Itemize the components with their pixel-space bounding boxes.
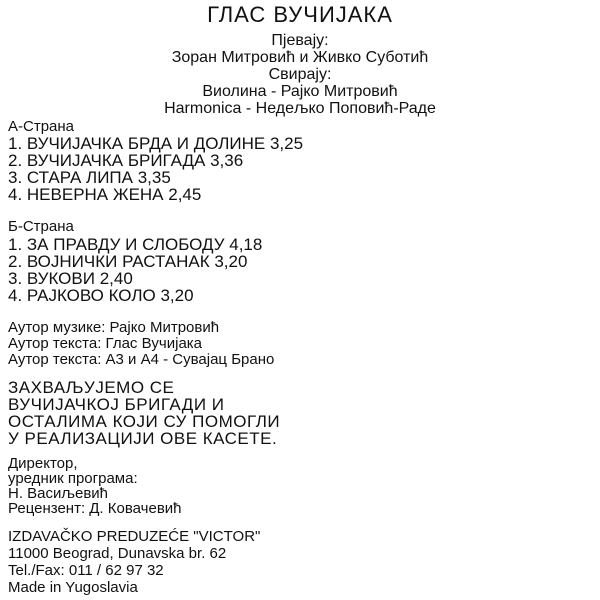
side-b-track: 1. ЗА ПРАВДУ И СЛОБОДУ 4,18 [8,235,263,254]
thanks-line: У РЕАЛИЗАЦИЈИ ОВЕ КАСЕТЕ. [8,429,278,448]
publisher-name: IZDAVAČKO PREDUZEĆE "VICTOR" [8,528,261,545]
thanks-line: ВУЧИЈАЧКОЈ БРИГАДИ И [8,395,225,414]
made-in: Made in Yugoslavia [8,579,138,596]
side-b-track: 2. ВОЈНИЧКИ РАСТАНАК 3,20 [8,252,248,271]
vocalists: Зоран Митровић и Живко Суботић [171,49,429,66]
lyrics-author: Аутор текста: Глас Вучијака [8,335,203,352]
side-a-label: А-Страна [8,118,75,135]
music-author: Аутор музике: Рајко Митровић [8,319,220,336]
publisher-address: 11000 Beograd, Dunavska br. 62 [8,545,227,562]
side-a-track: 1. ВУЧИЈАЧКА БРДА И ДОЛИНЕ 3,25 [8,134,304,153]
reviewer: Рецензент: Д. Ковачевић [8,500,182,517]
album-title: ГЛАС ВУЧИЈАКА [207,2,393,27]
vocals-label: Пјевају: [271,32,329,49]
side-a-track: 4. НЕВЕРНА ЖЕНА 2,45 [8,185,202,204]
side-b-label: Б-Страна [8,218,74,235]
musicians-label: Свирају: [268,66,332,83]
harmonica-credit: Harmonica - Недељко Поповић-Раде [164,100,436,117]
side-b-track: 4. РАЈКОВО КОЛО 3,20 [8,286,194,305]
lyrics-author-tracks: Аутор текста: А3 и А4 - Сувајац Брано [8,351,275,368]
thanks-line: ОСТАЛИМА КОЈИ СУ ПОМОГЛИ [8,412,281,431]
violin-credit: Виолина - Рајко Митровић [202,83,398,100]
side-a-track: 2. ВУЧИЈАЧКА БРИГАДА 3,36 [8,151,244,170]
editor-name: Н. Васиљевић [8,485,109,502]
publisher-phone: Tel./Fax: 011 / 62 97 32 [8,562,164,579]
director-label: Директор, [8,455,78,472]
editor-label: уредник програма: [8,470,138,487]
side-a-track: 3. СТАРА ЛИПА 3,35 [8,168,171,187]
thanks-line: ЗАХВАЉУЈЕМО СЕ [8,378,175,397]
side-b-track: 3. ВУКОВИ 2,40 [8,269,133,288]
